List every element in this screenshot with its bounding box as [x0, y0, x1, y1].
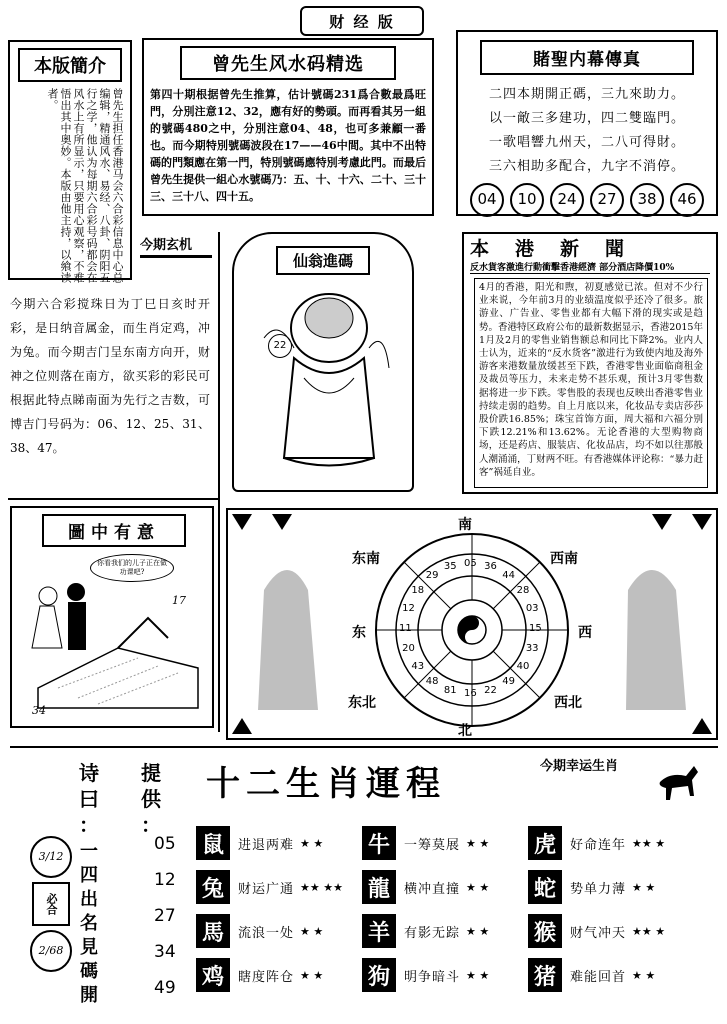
bihe-badge: 必合 — [32, 882, 70, 926]
ring-number: 36 — [484, 561, 497, 573]
ring-number: 81 — [443, 684, 457, 696]
cartoon-bubble: 你看我们的儿子正在做功课吧? — [90, 554, 174, 582]
label-char: 供 — [141, 787, 161, 811]
ring-number: 05 — [464, 558, 477, 569]
ring-number: 28 — [516, 584, 530, 596]
zodiac-item — [528, 958, 655, 992]
zodiac-item — [362, 826, 489, 860]
zodiac-item — [196, 870, 343, 904]
poem-text — [76, 840, 102, 1008]
poem-label — [76, 760, 102, 838]
provide-number: 05 — [154, 834, 176, 854]
zodiac-animal: 兔 — [196, 870, 230, 904]
ring-number: 33 — [525, 643, 539, 655]
news-title: 本港新聞 — [470, 238, 651, 260]
intro-title: 本版簡介 — [18, 48, 122, 82]
label-char: ： — [79, 813, 99, 837]
poem-char: 一 — [80, 841, 98, 862]
poem-line: 一歌唱響九州天，二八可得財。 — [488, 135, 685, 150]
ring-number: 35 — [443, 561, 457, 573]
cartoon-number: 34 — [32, 704, 46, 717]
cartoon-box — [10, 506, 214, 728]
provide-number: 12 — [154, 870, 176, 890]
label-char: 诗 — [79, 761, 99, 785]
xianweng-badge: 22 — [268, 334, 292, 358]
dir-south: 南 — [458, 517, 472, 533]
zodiac-fortune: 势单力薄 — [570, 881, 627, 897]
zodiac-fortune: 瞎度阵仓 — [238, 969, 295, 985]
number-ball: 04 — [470, 183, 504, 217]
ring-number: 15 — [529, 623, 542, 634]
zodiac-item — [362, 958, 489, 992]
zodiac-item — [528, 870, 655, 904]
zodiac-fortune: 难能回首 — [570, 969, 627, 985]
fengshui-text: 第四十期根据曾先生推算，估计號碼231爲合數最爲旺門，分別注意12、32，應有好的勢頭。而再看其另一組的號碼480之中，分別注意04、48，也可多兼顧一番也。而今期特別號碼波段在17——46中間。其中不出特碼的門類應在第一門，特別號碼應特別考慮此門。而最后曾先生提供一組心水號碼乃：五、十、十六、二十、三十三、三十八、四十五。 — [150, 88, 426, 203]
ring-number: 40 — [516, 661, 530, 673]
label-char: 曰 — [79, 787, 99, 811]
star-rating-icon: ★ ★ — [300, 924, 324, 938]
xuanji-tag — [140, 234, 212, 274]
zodiac-animal: 猴 — [528, 914, 562, 948]
circle-number: 3/12 — [30, 836, 72, 878]
ring-number: 44 — [502, 570, 515, 582]
xuanji-label: 今期玄机 — [140, 234, 212, 258]
zodiac-item — [528, 826, 665, 860]
star-rating-icon: ★★ ★ — [632, 836, 666, 850]
provide-number: 27 — [154, 906, 176, 926]
ring-number: 11 — [399, 623, 412, 634]
ring-number: 12 — [402, 602, 415, 614]
poem-char: 名 — [80, 913, 98, 934]
star-rating-icon: ★ ★ — [300, 968, 324, 982]
zodiac-fortune: 流浪一处 — [238, 925, 295, 941]
zodiac-fortune: 财气冲天 — [570, 925, 627, 941]
section-divider — [8, 498, 218, 500]
provide-number: 49 — [154, 978, 176, 998]
zodiac-fortune: 横冲直撞 — [404, 881, 461, 897]
zodiac-animal: 蛇 — [528, 870, 562, 904]
ring-number: 03 — [525, 602, 539, 614]
zodiac-item — [196, 958, 323, 992]
star-rating-icon: ★★ ★ — [632, 924, 666, 938]
column-divider — [218, 232, 220, 732]
ring-number: 29 — [425, 570, 439, 582]
zodiac-animal: 狗 — [362, 958, 396, 992]
zodiac-fortune: 明争暗斗 — [404, 969, 461, 985]
news-subtitle: 反水貨客激進行動衝擊香港經濟 部分酒店降價10% — [470, 260, 710, 274]
fengshui-box — [142, 38, 434, 216]
zodiac-item — [362, 870, 489, 904]
zodiac-animal: 牛 — [362, 826, 396, 860]
zodiac-section — [10, 746, 718, 1018]
star-rating-icon: ★ ★ — [466, 968, 490, 982]
zodiac-animal: 鸡 — [196, 958, 230, 992]
dir-southwest: 西南 — [550, 551, 578, 567]
zodiac-fortune: 好命连年 — [570, 837, 627, 853]
dir-southeast: 东南 — [352, 551, 380, 567]
star-rating-icon: ★ ★ — [632, 880, 656, 894]
number-ball: 46 — [670, 183, 704, 217]
zodiac-animal: 羊 — [362, 914, 396, 948]
lucky-label: 今期幸运生肖 — [540, 759, 619, 774]
zodiac-animal: 鼠 — [196, 826, 230, 860]
zodiac-fortune: 财运广通 — [238, 881, 295, 897]
number-ball: 10 — [510, 183, 544, 217]
xianweng-panel — [232, 232, 414, 492]
ring-number: 16 — [464, 688, 477, 699]
hk-news-box — [462, 232, 718, 494]
xianweng-title: 仙翁進碼 — [276, 246, 370, 275]
poem-line: 三六相助多配合，九字不消停。 — [488, 159, 685, 174]
ring-number: 43 — [411, 661, 425, 673]
zodiac-fortune: 有影无踪 — [404, 925, 461, 941]
label-char: ： — [141, 813, 161, 837]
zodiac-animal: 虎 — [528, 826, 562, 860]
poem-char: 四 — [80, 865, 98, 886]
provide-number: 34 — [154, 942, 176, 962]
poem-char: 碼 — [80, 961, 98, 982]
poem-char: 見 — [80, 937, 98, 958]
ring-number: 48 — [425, 675, 439, 687]
dir-northwest: 西北 — [554, 695, 582, 711]
poem-char: 出 — [80, 889, 98, 910]
poem-char: 開 — [80, 985, 98, 1006]
star-rating-icon: ★ ★ — [466, 880, 490, 894]
gambler-poem-box — [456, 30, 718, 216]
star-rating-icon: ★ ★ — [466, 924, 490, 938]
dir-west: 西 — [578, 625, 592, 641]
dir-northeast: 东北 — [348, 695, 376, 711]
zodiac-item — [196, 826, 323, 860]
zodiac-animal: 馬 — [196, 914, 230, 948]
provide-label — [138, 760, 164, 838]
ring-number: 22 — [484, 684, 497, 696]
zodiac-item — [362, 914, 489, 948]
ring-number: 20 — [402, 643, 415, 655]
circle-number: 2/68 — [30, 930, 72, 972]
poem-line: 以一敵三多建功，四二雙臨門。 — [488, 111, 685, 126]
poem-title: 賭聖内幕傳真 — [480, 40, 694, 75]
zodiac-title: 十二生肖運程 — [206, 764, 446, 804]
star-rating-icon: ★ ★ — [466, 836, 490, 850]
page-header: 财 经 版 — [300, 6, 424, 36]
dir-north: 北 — [458, 723, 472, 739]
label-char: 提 — [141, 761, 161, 785]
news-body: 4月的香港，阳光和煦，初夏感觉已浓。但对不少行业来说，今年前3月的业绩温度似乎还冷了很多。旅游业、广告业、零售业都有大幅下滑的现实或是趋势。香港特区政府公布的最新数据显示，香港2015年1月及2月的零售业销售额总和同比下降2%。业内人士认为，近来的“反水货客”激进行为致使内地及海外游客来港数量放缓甚至下跌，香港零售业面临商租金及裁员等压力，未来走势不甚乐观，预计3月零售数据将进一步下跌。零售股的表现也反映出香港零售业持续走弱的趋势。自上月底以来，化妆品专卖店莎莎股价跌16.85%；珠宝首饰方面，周大福和六福分别下跌12.21%和13.62%。无论香港的大型购物商场，还是药店、服装店、化妆品店，均不如以往那般人潮涌涌，丁财两不旺。有香港媒体评论称：“暴力赶客”祸延自业。 — [474, 278, 708, 488]
poem-line: 二四本期開正碼，三九來助力。 — [488, 87, 685, 102]
cartoon-number: 17 — [172, 594, 186, 607]
intro-box — [8, 40, 132, 284]
zodiac-fortune: 一筹莫展 — [404, 837, 461, 853]
number-ball: 24 — [550, 183, 584, 217]
fengshui-title: 曾先生风水码精选 — [180, 46, 396, 80]
zodiac-fortune: 进退两难 — [238, 837, 295, 853]
intro-text: 曾先生担任香港马会六合彩信息中心总编辑，精通风水、易经、八卦、阴阳五行之学，他认为每期六合彩号码都会在风水上有所显示，只要用心观察，不难悟出其中奥妙。本版由他主持，以飨读者。 — [46, 88, 124, 284]
number-ball: 38 — [630, 183, 664, 217]
zodiac-item — [196, 914, 323, 948]
star-rating-icon: ★★ ★★ — [300, 880, 343, 894]
zodiac-animal: 猪 — [528, 958, 562, 992]
dir-east: 东 — [352, 625, 366, 641]
number-ball: 27 — [590, 183, 624, 217]
ring-number: 49 — [502, 675, 515, 687]
cartoon-title: 圖中有意 — [42, 514, 186, 547]
ring-number: 18 — [411, 584, 425, 596]
immortal-illustration-icon — [254, 278, 394, 478]
lucky-door-text: 今期六合彩搅珠日为丁巳日亥时开彩，是日纳音属金，而生肖定鸡，冲为兔。而今期吉门呈东南方向开，财神之位则落在南方，欲买彩的彩民可根据此特点睇南面为先行之吉数，可博吉门号码为：06、12、25、31、38、47。 — [10, 297, 210, 455]
compass-wheel-icon — [228, 510, 716, 738]
compass-panel — [226, 508, 718, 740]
star-rating-icon: ★ ★ — [632, 968, 656, 982]
zodiac-item — [528, 914, 665, 948]
goat-icon — [650, 752, 706, 808]
zodiac-animal: 龍 — [362, 870, 396, 904]
star-rating-icon: ★ ★ — [300, 836, 324, 850]
poem-numbers — [466, 183, 708, 217]
